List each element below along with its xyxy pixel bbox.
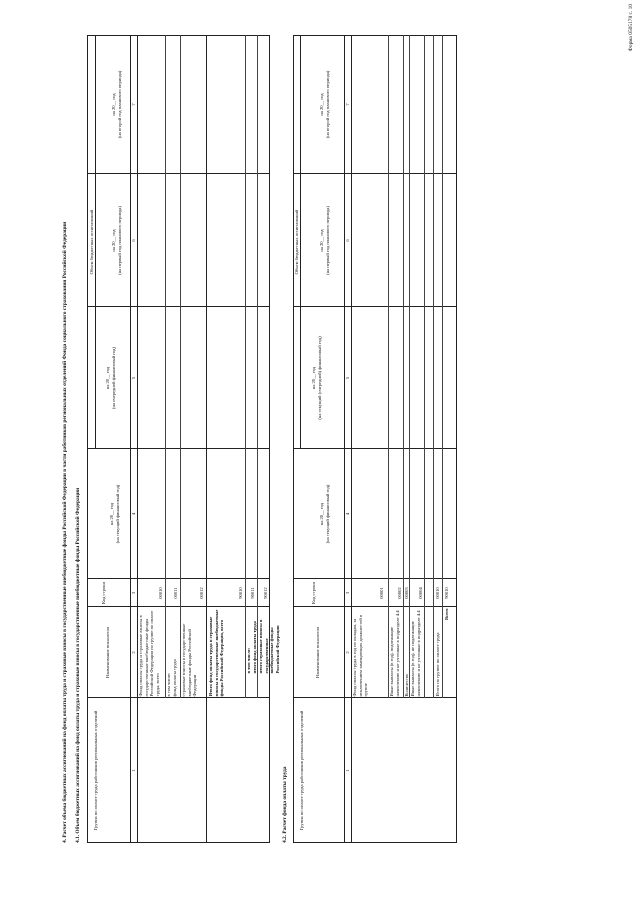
t1-header-indicator: Наименование показателя (105, 627, 110, 678)
t2-header-second: на 20__ год (на второй год планового периода) (319, 70, 330, 139)
t2-colnum: 5 (345, 376, 350, 380)
t2-row-code: 00004 (418, 587, 423, 599)
t1-row-code: 00012 (199, 587, 204, 599)
t2-row-code: 00002 (397, 587, 402, 599)
t1-colnum: 1 (131, 769, 136, 772)
t1-colnum: 6 (131, 239, 136, 242)
t1-total-code: 90010 (238, 587, 243, 599)
t1-header-first: на 20__ год (на первый год планового периода) (111, 206, 122, 275)
t2-row-code: 00010 (435, 587, 440, 599)
t1-header-current: на 20__ год (на текущий финансовый год) (109, 484, 120, 544)
t2-row-label: Иные выплаты (в год), подлежащие начислению и не учтенные в подразделе 4.4 (389, 610, 400, 697)
t2-header-next: на 20__ год (на текущий (очередной) финансовый год) (311, 336, 322, 420)
t1-total-code: 90011 (250, 587, 255, 599)
t2-header-indicator: Наименование показателя (315, 627, 320, 678)
t1-colnum: 5 (131, 376, 136, 380)
t2-colnum: 6 (345, 239, 350, 242)
t2-row-label: Итого по группе по оплате труда (435, 632, 440, 697)
t1-row-code: 00011 (173, 587, 178, 599)
t2-row-label: Количество (404, 673, 409, 697)
t1-header-next: на 20__ год (на очередной финансовый год) (105, 346, 116, 410)
t1-colnum: 7 (131, 103, 136, 106)
t1-header-group: Группа по оплате труда работников региональных отделений (93, 710, 98, 831)
t1-header-volume: Объем бюджетных ассигнований (89, 209, 94, 275)
t2-colnum: 3 (345, 591, 350, 595)
t1-header-code: Код строки (101, 582, 106, 604)
t1-row-label: страховые взносы в государственные внебюджетные фонды Российской Федерации (181, 623, 198, 697)
t2-row-code: 00001 (379, 587, 384, 599)
t2-colnum: 7 (345, 103, 350, 106)
t2-row-label: Иные выплаты (в год), не подлежащие начислению и не учтенные в подразделе 4.4 (410, 610, 421, 697)
t2-row-code: 00003 (404, 587, 409, 599)
t1-row-code: 00010 (158, 587, 163, 599)
t2-row-code: 90010 (444, 587, 449, 599)
t2-colnum: 1 (345, 769, 350, 772)
t1-row-label: Фонд оплаты труда и страховые взносы в государственные внебюджетные фонды Российской Федерации по группе по оплате труда, всего (138, 610, 160, 697)
t2-colnum: 4 (345, 512, 350, 516)
t2-header-group: Группа по оплате труда работников региональных отделений (299, 710, 304, 831)
t1-colnum: 3 (131, 591, 136, 595)
subsection-1-title: 4.1. Объем бюджетных ассигнований на фонд оплаты труда и страховые взносы в государственные внебюджетные фонды Российской Федерации (75, 487, 81, 843)
t1-colnum: 4 (131, 512, 136, 516)
t2-colnum: 2 (345, 651, 350, 654)
t1-header-second: на 20__ год (на второй год планового периода) (111, 70, 122, 139)
t1-total-label: Итого фонд оплаты труда и страховые взносы в государственные внебюджетные фонды Российской Федерации, всего (208, 609, 225, 697)
section-title: 4. Расчет объема бюджетных ассигнований на фонд оплаты труда и страховые взносы в государственные внебюджетные фонды Российской Федерации в части работников региональных отделений Фонда социального страхования Российской Федерации (62, 221, 68, 843)
t2-header-current: на 20__ год (на текущий финансовый год) (319, 484, 330, 544)
t2-row-label: Фонд оплаты труда в год по окладам, за исключением замещающих должностей в группе (352, 614, 369, 697)
t2-header-code: Код строки (311, 582, 316, 604)
t2-row-label: Всего (444, 608, 449, 620)
t1-colnum: 2 (131, 651, 136, 654)
t1-total-label: итого страховые взносы в государственные внебюджетные фонды Российской Федерации (258, 619, 280, 674)
subsection-2-title: 4.2. Расчет фонда оплаты труда (282, 766, 288, 843)
t1-total-label: в том числе: итого фонд оплаты труда (246, 621, 257, 674)
form-label: Форма 0505178 с. 10 (627, 4, 634, 52)
t1-row-label: в том числе: фонд оплаты труда (166, 659, 177, 697)
t2-header-volume: Объем бюджетных ассигнований (294, 209, 299, 275)
t1-total-code: 90012 (263, 587, 268, 599)
t2-header-first: на 20__ год (на первый год планового периода) (319, 206, 330, 275)
